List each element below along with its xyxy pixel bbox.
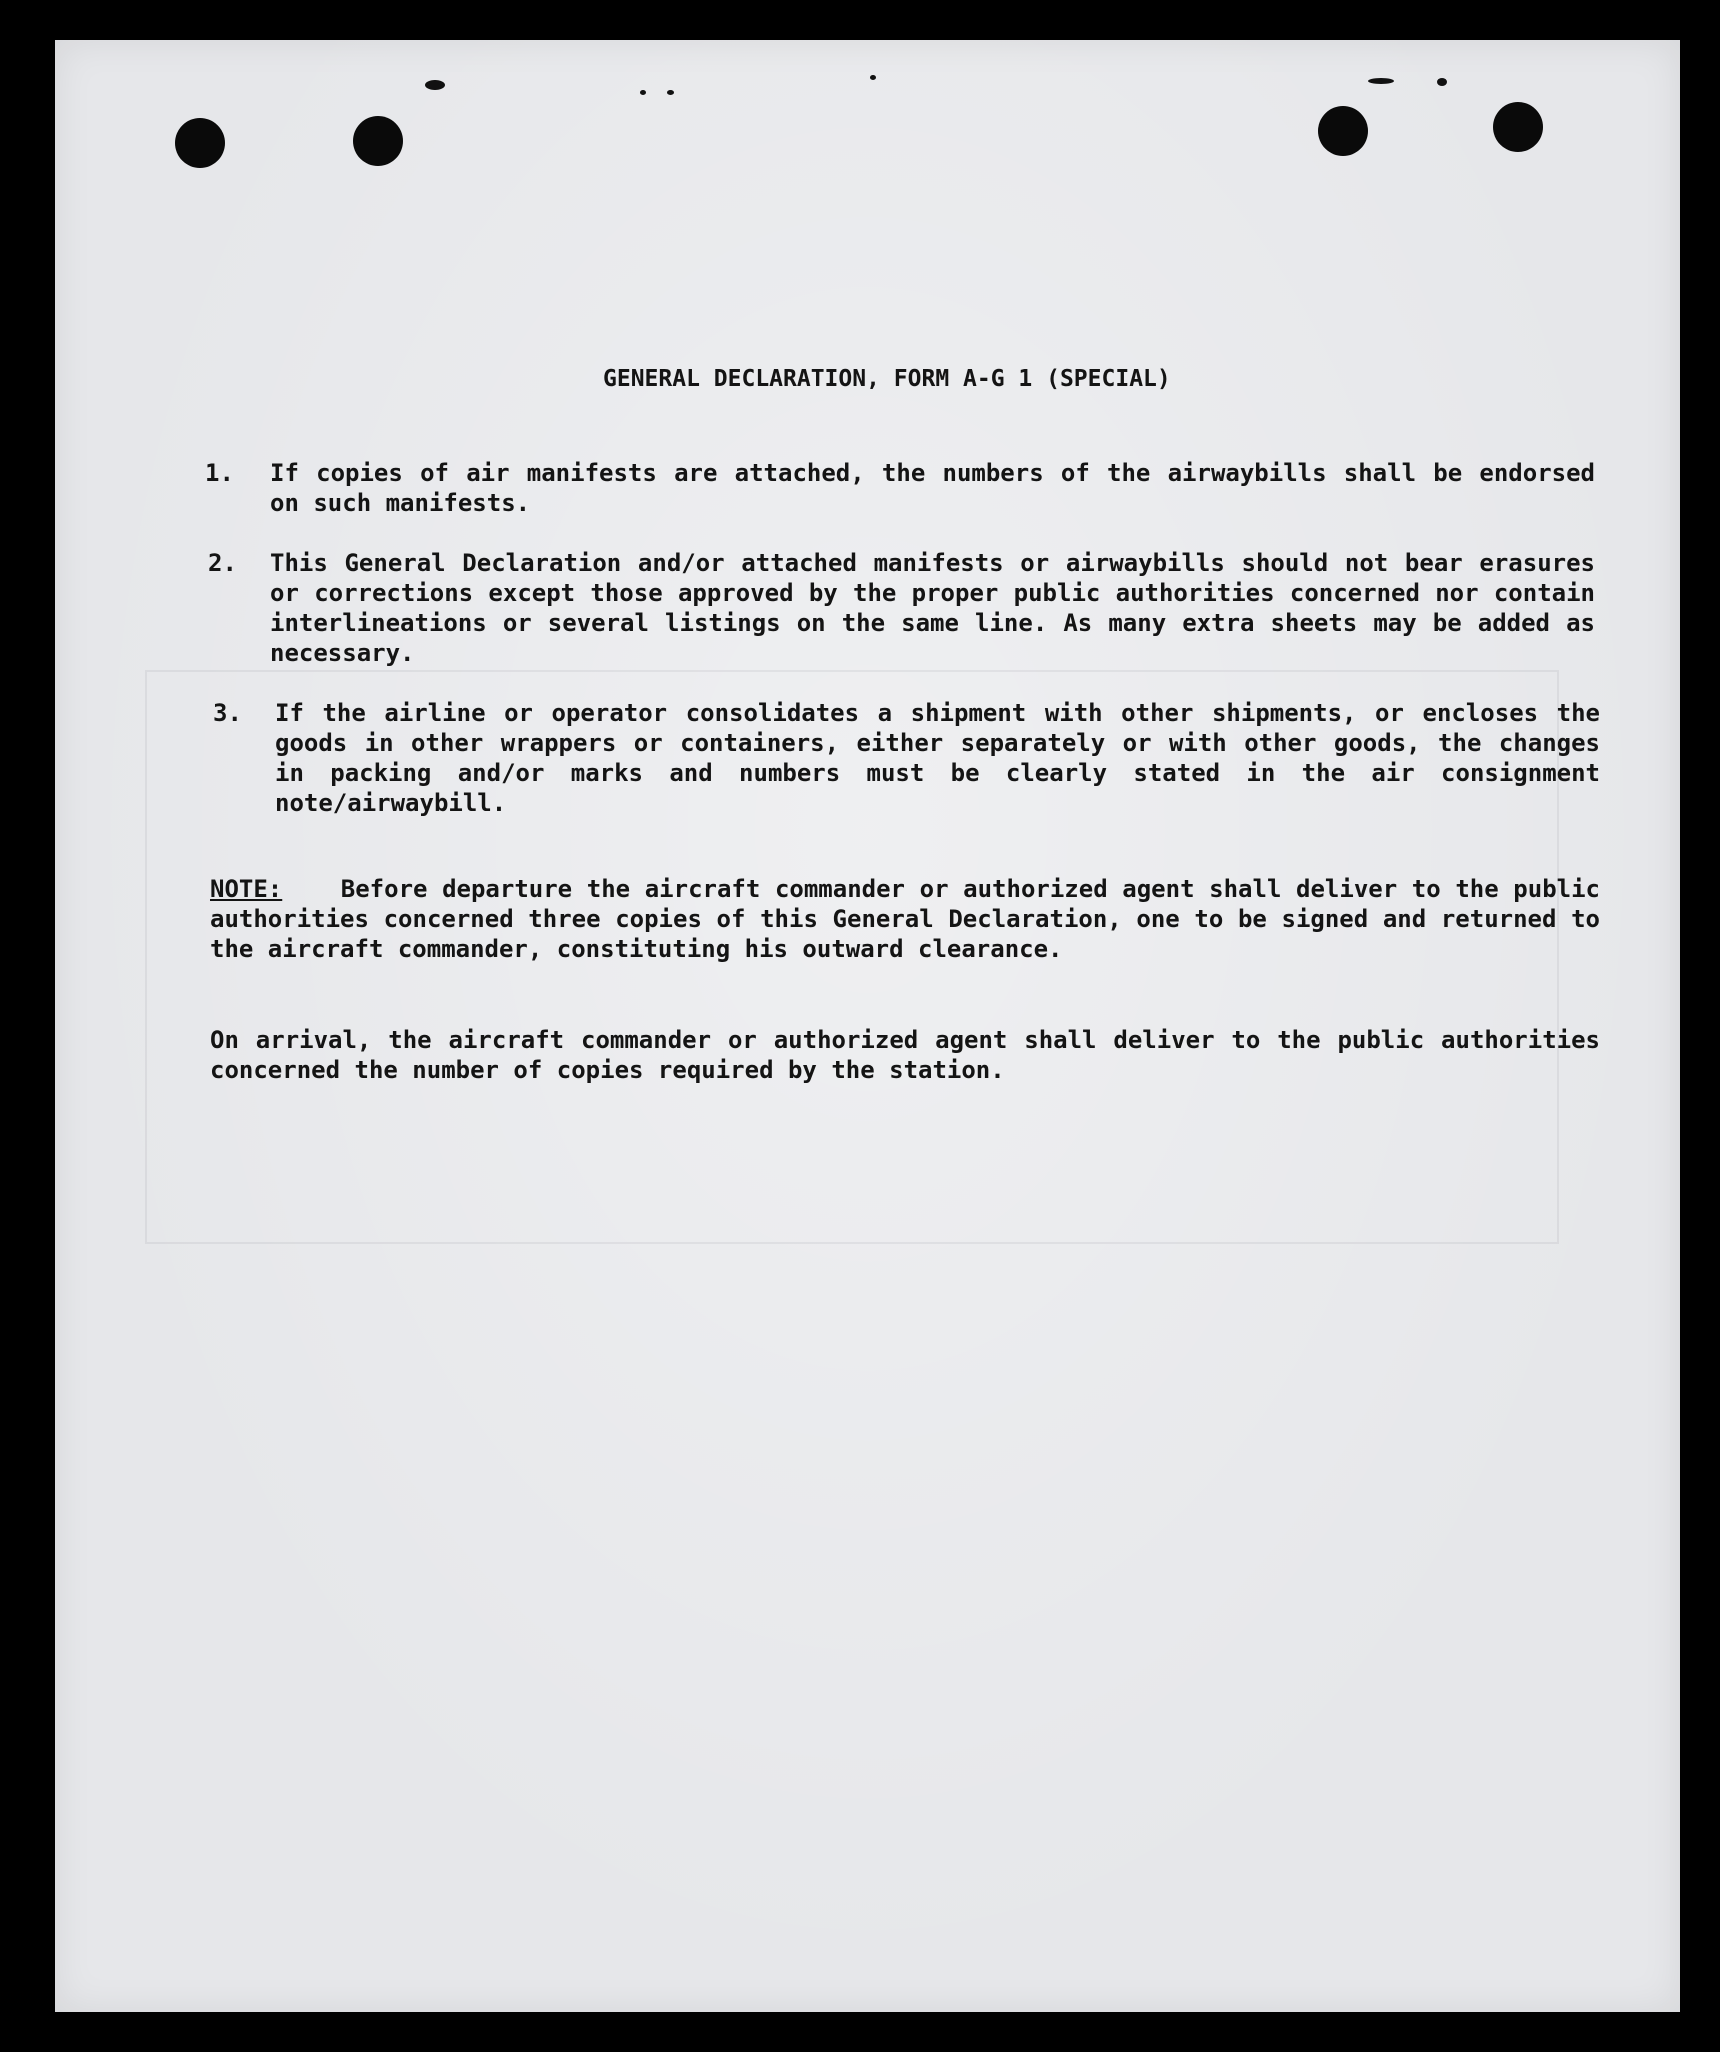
punch-hole-right [1493,102,1543,152]
scan-speck [870,75,876,80]
document-page [55,40,1680,2012]
punch-hole-left-inner [353,116,403,166]
scan-speck [1437,78,1447,86]
item-text: If the airline or operator consolidates a shipment with other shipments, or encloses the goods in other wrappers or containers, either separately or with other goods, the changes in packing and/or marks and numbers must be clearly stated in the air consignment note/airwaybill. [275,699,1600,817]
scan-speck [640,90,646,95]
punch-hole-right-inner [1318,106,1368,156]
note-label: NOTE: [210,875,283,903]
scan-speck [1368,78,1394,84]
item-number: 1. [205,459,234,487]
note-text: Before departure the aircraft commander or authorized agent shall deliver to the public authorities concerned three copies of this General Declaration, one to be signed and returned to the aircraft commander, constituting his outward clearance. [210,875,1600,963]
item-number: 3. [213,699,242,727]
item-text: If copies of air manifests are attached, the numbers of the airwaybills shall be endorsed on such manifests. [270,459,1595,517]
arrival-paragraph: On arrival, the aircraft commander or authorized agent shall deliver to the public authorities concerned the number of copies required by the station. [210,1026,1600,1084]
scan-speck [667,90,674,95]
scan-speck [425,80,445,90]
item-number: 2. [208,549,237,577]
item-text: This General Declaration and/or attached manifests or airwaybills should not bear erasures or corrections except those approved by the proper public authorities concerned nor contain interlineations or several listings on the same line. As many extra sheets may be added as necessary. [270,549,1595,667]
document-title: GENERAL DECLARATION, FORM A-G 1 (SPECIAL) [603,366,1171,392]
note-paragraph [210,874,1600,964]
punch-hole-left [175,118,225,168]
